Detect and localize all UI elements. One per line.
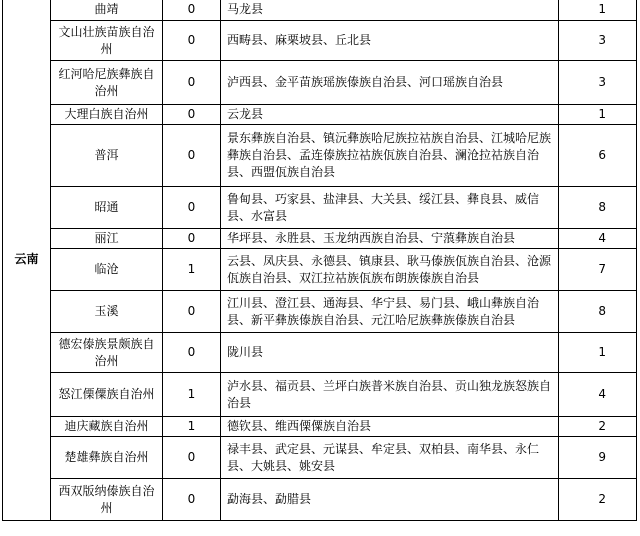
table-row <box>3 437 637 479</box>
city-cell: 怒江傈僳族自治州 <box>51 373 163 417</box>
number-cell: 1 <box>163 417 221 437</box>
count-cell: 4 <box>559 373 637 417</box>
poverty-county-table <box>2 0 637 521</box>
table-row <box>3 479 637 521</box>
table-row <box>3 61 637 105</box>
count-cell: 1 <box>559 333 637 373</box>
counties-cell: 景东彝族自治县、镇沅彝族哈尼族拉祜族自治县、江城哈尼族彝族自治县、孟连傣族拉祜族佤族自治县、澜沧拉祜族自治县、西盟佤族自治县 <box>221 125 559 187</box>
number-cell: 0 <box>163 333 221 373</box>
table-row <box>3 187 637 229</box>
city-cell: 丽江 <box>51 229 163 249</box>
count-cell: 3 <box>559 21 637 61</box>
counties-cell: 云龙县 <box>221 105 559 125</box>
counties-cell: 马龙县 <box>221 0 559 21</box>
city-cell: 迪庆藏族自治州 <box>51 417 163 437</box>
table-row <box>3 417 637 437</box>
counties-cell: 江川县、澄江县、通海县、华宁县、易门县、峨山彝族自治县、新平彝族傣族自治县、元江哈尼族彝族傣族自治县 <box>221 291 559 333</box>
number-cell: 0 <box>163 291 221 333</box>
table-row <box>3 0 637 21</box>
counties-cell: 华坪县、永胜县、玉龙纳西族自治县、宁蒗彝族自治县 <box>221 229 559 249</box>
city-cell: 红河哈尼族彝族自治州 <box>51 61 163 105</box>
count-cell: 8 <box>559 187 637 229</box>
counties-cell: 陇川县 <box>221 333 559 373</box>
count-cell: 6 <box>559 125 637 187</box>
count-cell: 1 <box>559 0 637 21</box>
city-cell: 文山壮族苗族自治州 <box>51 21 163 61</box>
number-cell: 0 <box>163 105 221 125</box>
count-cell: 2 <box>559 417 637 437</box>
number-cell: 0 <box>163 437 221 479</box>
number-cell: 0 <box>163 479 221 521</box>
city-cell: 普洱 <box>51 125 163 187</box>
number-cell: 1 <box>163 249 221 291</box>
province-cell: 云南 <box>3 0 51 521</box>
counties-cell: 西畴县、麻栗坡县、丘北县 <box>221 21 559 61</box>
number-cell: 0 <box>163 229 221 249</box>
count-cell: 1 <box>559 105 637 125</box>
number-cell: 0 <box>163 61 221 105</box>
number-cell: 1 <box>163 373 221 417</box>
table-row <box>3 125 637 187</box>
counties-cell: 禄丰县、武定县、元谋县、牟定县、双柏县、南华县、永仁县、大姚县、姚安县 <box>221 437 559 479</box>
table-row <box>3 21 637 61</box>
table-row <box>3 373 637 417</box>
count-cell: 4 <box>559 229 637 249</box>
counties-cell: 勐海县、勐腊县 <box>221 479 559 521</box>
city-cell: 楚雄彝族自治州 <box>51 437 163 479</box>
counties-cell: 泸西县、金平苗族瑶族傣族自治县、河口瑶族自治县 <box>221 61 559 105</box>
number-cell: 0 <box>163 0 221 21</box>
count-cell: 9 <box>559 437 637 479</box>
count-cell: 3 <box>559 61 637 105</box>
count-cell: 8 <box>559 291 637 333</box>
city-cell: 大理白族自治州 <box>51 105 163 125</box>
counties-cell: 泸水县、福贡县、兰坪白族普米族自治县、贡山独龙族怒族自治县 <box>221 373 559 417</box>
city-cell: 西双版纳傣族自治州 <box>51 479 163 521</box>
number-cell: 0 <box>163 125 221 187</box>
count-cell: 7 <box>559 249 637 291</box>
city-cell: 德宏傣族景颇族自治州 <box>51 333 163 373</box>
city-cell: 玉溪 <box>51 291 163 333</box>
counties-cell: 云县、凤庆县、永德县、镇康县、耿马傣族佤族自治县、沧源佤族自治县、双江拉祜族佤族布朗族傣族自治县 <box>221 249 559 291</box>
count-cell: 2 <box>559 479 637 521</box>
table-row <box>3 291 637 333</box>
city-cell: 昭通 <box>51 187 163 229</box>
counties-cell: 鲁甸县、巧家县、盐津县、大关县、绥江县、彝良县、威信县、水富县 <box>221 187 559 229</box>
table-row <box>3 249 637 291</box>
city-cell: 曲靖 <box>51 0 163 21</box>
number-cell: 0 <box>163 187 221 229</box>
table-row <box>3 105 637 125</box>
number-cell: 0 <box>163 21 221 61</box>
table-row <box>3 229 637 249</box>
counties-cell: 德钦县、维西傈僳族自治县 <box>221 417 559 437</box>
table-row <box>3 333 637 373</box>
city-cell: 临沧 <box>51 249 163 291</box>
